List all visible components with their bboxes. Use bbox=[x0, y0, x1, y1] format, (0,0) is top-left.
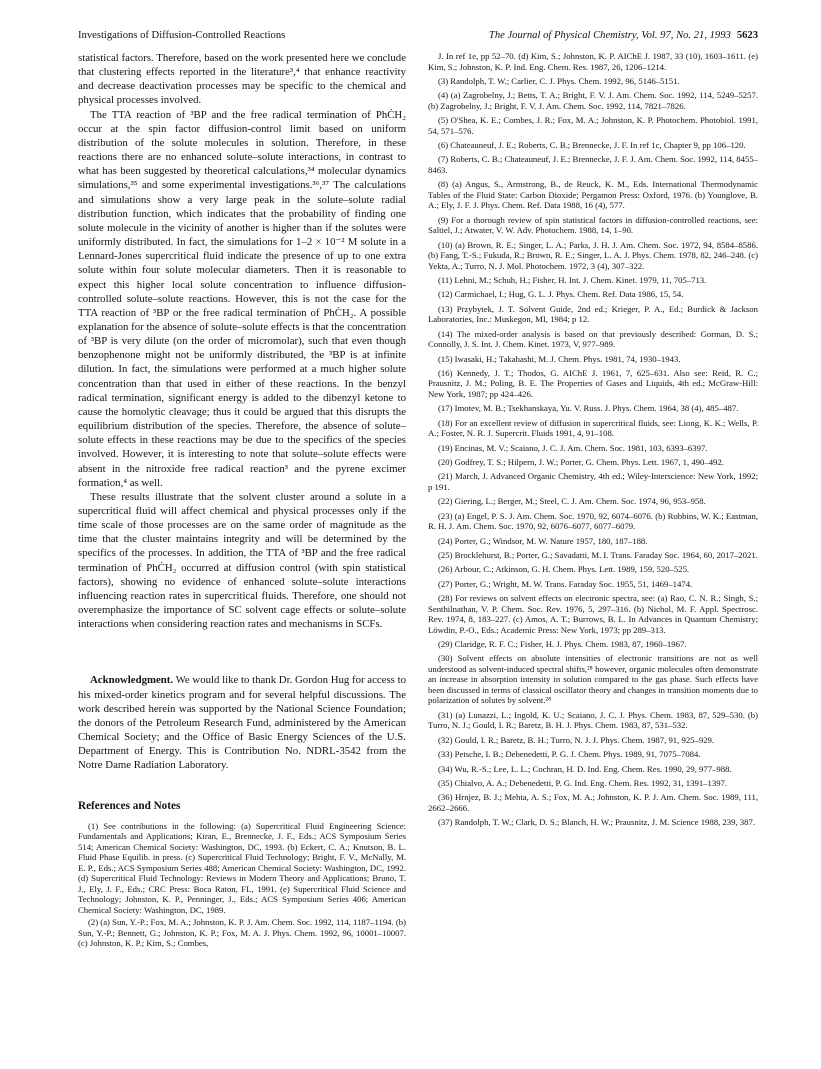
references-heading: References and Notes bbox=[78, 799, 181, 812]
reference-item: (26) Arbour, C.; Atkinson, G. H. Chem. Phys. Lett. 1989, 159, 520–525. bbox=[438, 564, 690, 575]
reference-item: (35) Chialvo, A. A.; Debenedetti, P. G. Ind. Eng. Chem. Res. 1992, 31, 1391–1397. bbox=[438, 777, 728, 788]
left-column bbox=[78, 51, 406, 951]
body-paragraph: statistical factors. Therefore, based on the work presented here we conclude that clustering effects reported in the literature³,⁴ that enhance reactivity and decrease deactivation processes may be specific to the chemical and physical processes involved. bbox=[78, 52, 406, 107]
reference-item: (23) (a) Engel, P. S. J. Am. Chem. Soc. 1970, 92, 6074–6076. (b) Robbins, W. K.; Eastman, R. H. J. Am. Chem. Soc. 1970, 92, 6076–6077, 6077–6079. bbox=[428, 510, 758, 532]
reference-item: (14) The mixed-order analysis is based on that previously described: Gorman, D. S.; Connolly, J. S. Int. J. Chem. Kinet. 1973, V, 977–989. bbox=[428, 328, 758, 350]
reference-item: (15) Iwasaki, H.; Takahashi, M. J. Chem. Phys. 1981, 74, 1930–1943. bbox=[438, 353, 681, 364]
reference-item: (29) Claridge, R. F. C.; Fisher, H. J. Phys. Chem. 1983, 87, 1960–1967. bbox=[438, 639, 687, 650]
reference-item: (31) (a) Lunazzi, L.; Ingold, K. U.; Scaiano, J. C. J. Phys. Chem. 1983, 87, 529–530. (b) Turro, N. J.; Gould, I. R.; Baretz, B. H. J. Phys. Chem. 1983, 87, 531–532. bbox=[428, 709, 758, 731]
reference-item: (8) (a) Angus, S., Armstrong, B., de Reuck, K. M., Eds. International Thermodynamic Tables of the Fluid State: Carbon Dioxide; Pergamon Press: Oxford, 1976. (b) Younglove, B. A.; Ely, J. F. J. Phys. Chem. Ref. Data 1988, 16 (4), 577. bbox=[428, 179, 758, 211]
reference-item: (30) Solvent effects on absolute intensities of electronic transitions are not as well understood as solvent-induced spectral shifts,²⁸ however, organic molecules often demonstrate an increase in absorption intensity in solution compared to the gas phase. Such effects have been discussed in terms of classical oscillator theory and changes in transition moments due to polarization of solutes by solvent.²⁸ bbox=[428, 653, 758, 706]
reference-item: (28) For reviews on solvent effects on electronic spectra, see: (a) Rao, C. N. R.; Singh, S.; Senthilnathan, V. P. Chem. Soc. Rev. 1976, 5, 297–316. (b) Nichol, M. F. Appl. Spectrosc. Rev. 1974, 8, 183–227. (c) Amos, A. T.; Burrows, B. L. In Advances in Quantum Chemistry; Löwdin, P.-O., Eds.; Academic Press: New York, 1973; pp 289–313. bbox=[428, 593, 758, 635]
reference-item: (11) Lehni, M.; Schuh, H.; Fisher, H. Int. J. Chem. Kinet. 1979, 11, 705–713. bbox=[438, 275, 707, 286]
reference-item: (3) Randolph, T. W.; Carlier, C. J. Phys. Chem. 1992, 96, 5146–5151. bbox=[438, 75, 680, 86]
reference-item: (27) Porter, G.; Wright, M. W. Trans. Faraday Soc. 1955, 51, 1469–1474. bbox=[438, 578, 693, 589]
body-paragraph: These results illustrate that the solvent cluster around a solute in a supercritical fluid will affect chemical and physical processes only if the time scale of those processes are on the same order of magnitude as the time that the cluster maintains integrity and will be determined by the specifics of the processes. In addition, the TTA of ³BP and the free radical termination of PhĊH₂ occurred at diffusion control (with spin statistical factors), showing no evidence of enhanced solute–solute interactions influencing reaction rates in supercritical fluids. Therefore, one should not overemphasize the importance of SC solvent cage effects or solute–solute interactions when considering reaction rates and mechanisms in SCFs. bbox=[78, 490, 406, 631]
reference-item: (33) Petsche, I. B.; Debenedetti, P. G. J. Chem. Phys. 1989, 91, 7075–7084. bbox=[438, 749, 701, 760]
reference-item: (21) March, J. Advanced Organic Chemistry, 4th ed.; Wiley-Interscience: New York, 1992; p 191. bbox=[428, 471, 758, 492]
reference-item: (2) (a) Sun, Y.-P.; Fox, M. A.; Johnston, K. P. J. Am. Chem. Soc. 1992, 114, 1187–1194. (b) Sun, Y.-P.; Bennett, G.; Johnston, K. P.; Fox, M. A. J. Phys. Chem. 1992, 96, 10001–10007. (c) Johnston, K. P.; Kim, S.; Combes, bbox=[78, 917, 406, 948]
journal-citation bbox=[489, 28, 758, 44]
reference-item: (19) Encinas, M. V.; Scaiano, J. C. J. Am. Chem. Soc. 1981, 103, 6393–6397. bbox=[438, 442, 708, 453]
reference-item: (32) Gould, I. R.; Baretz, B. H.; Turro, N. J. J. Phys. Chem. 1987, 91, 925–929. bbox=[438, 734, 715, 745]
reference-item: (5) O'Shea, K. E.; Combes, J. R.; Fox, M. A.; Johnston, K. P. Photochem. Photobiol. 1991, 54, 571–576. bbox=[428, 115, 758, 136]
reference-item: (4) (a) Zagrobelny, J.; Betts, T. A.; Bright, F. V. J. Am. Chem. Soc. 1992, 114, 5249–5257. (b) Zagrobelny, J.; Bright, F. V. J. Am. Chem. Soc. 1992, 114, 7821–7826. bbox=[428, 90, 758, 111]
reference-item: (10) (a) Brown, R. E.; Singer, L. A.; Parks, J. H. J. Am. Chem. Soc. 1972, 94, 8584–8586. (b) Fang, T.-S.; Fukuda, R.; Brown, R. E.; Singer, L. A. J. Phys. Chem. 1978, 82, 246–248. (c) Yekta, A.; Turro, N. J. Mol. Photochem. 1972, 3 (4), 307–322. bbox=[428, 239, 758, 271]
body-paragraph: The TTA reaction of ³BP and the free radical termination of PhĊH₂ occur at the spin factor diffusion-control limit based on uniform distribution of the solute molecules in solution. Therefore, in these reactions there are no enhanced solute–solute interactions, in contrast to what has been suggested by theoretical calculations,³⁴ molecular dynamics simulations,³⁵ and some experimental investigations.³⁶,³⁷ The calculations and simulations show a very large peak in the solute–solute radial distribution function, which indicates that the probability of finding one solute molecule in the vicinity of another is higher than if the solutes were uniformly distributed. In fact, the simulations for 1–2 × 10⁻² M solute in a Lennard-Jones supercritical fluid indicate the presence of up to one extra solute within four solute molecular diameters. Then it is reasonable to expect this higher local solute concentration to influence diffusion-controlled solute–solute reactions. However, this is not the case for the TTA reaction of ³BP or the free radical termination of PhĊH₂. A possible explanation for the absence of solute–solute effects is that the concentration of ³BP is very dilute (on the order of micromolar), such that even though benzophenone might not be uniformly distributed, the ³BP is at infinite dilution. In fact, the simulations were performed at a much higher solute concentration than that used in either of these reactions. In the benzyl radical termination, significant energy is added to the dibenzyl ketone to cause the homolytic cleavage; thus it could be argued that this disrupts the equilibrium distribution of the species. Therefore, the absence of solute–solute effects in these reactions may be due to the specifics of the species involved. However, it is interesting to note that solute–solute effects were absent in the nitroxide free radical reaction³ and the pyrene excimer formation,⁴ as well. bbox=[78, 108, 406, 489]
acknowledgment-text: We would like to thank Dr. Gordon Hug for access to his mixed-order kinetics program and for several helpful discussions. The work described herein was supported by the National Science Foundation; the donors of the Petroleum Research Fund, administered by the American Chemical Society; and the Office of Basic Energy Sciences of the U.S. Department of Energy. This is Contribution No. NDRL-3542 from the Notre Dame Radiation Laboratory. bbox=[78, 674, 406, 772]
reference-item: (18) For an excellent review of diffusion in supercritical fluids, see: Liong, K. K.; Wells, P. A.; Foster, N. R. J. Supercrit. Fluids 1991, 4, 91–108. bbox=[428, 417, 758, 439]
right-column bbox=[428, 51, 758, 832]
references-left bbox=[78, 821, 406, 949]
reference-item: (7) Roberts, C. B.; Chateauneuf, J. E.; Brennecke, J. F. J. Am. Chem. Soc. 1992, 114, 8455–8463. bbox=[428, 154, 758, 175]
reference-item: (12) Carmichael, I.; Hug, G. L. J. Phys. Chem. Ref. Data 1986, 15, 54. bbox=[438, 289, 684, 300]
reference-item: (9) For a thorough review of spin statistical factors in diffusion-controlled reactions, see: Saltiel, J.; Atwater, V. W. Adv. Photochem. 1988, 14, 1–90. bbox=[428, 214, 758, 236]
acknowledgment bbox=[78, 673, 406, 772]
reference-item: (6) Chateauneuf, J. E.; Roberts, C. B.; Brennecke, J. F. In ref 1c, Chapter 9, pp 106–120. bbox=[438, 140, 746, 151]
reference-item: (22) Giering, L.; Berger, M.; Steel, C. J. Am. Chem. Soc. 1974, 96, 953–958. bbox=[438, 496, 706, 507]
reference-item: (34) Wu, R.-S.; Lee, L. L.; Cochran, H. D. Ind. Eng. Chem. Res. 1990, 29, 977–988. bbox=[438, 763, 732, 774]
reference-item: (36) Hrnjez, B. J.; Mehta, A. S.; Fox, M. A.; Johnston, K. P. J. Am. Chem. Soc. 1989, 111, 2662–2666. bbox=[428, 792, 758, 813]
acknowledgment-heading: Acknowledgment. bbox=[90, 674, 174, 687]
running-head bbox=[78, 28, 758, 44]
reference-item: (37) Randolph, T. W.; Clark, D. S.; Blanch, H. W.; Prausnitz, J. M. Science 1988, 239, 387. bbox=[438, 817, 755, 828]
reference-item: (17) Imotev, M. B.; Tsekhanskaya, Yu. V. Russ. J. Phys. Chem. 1964, 38 (4), 485–487. bbox=[438, 403, 739, 414]
page-number: 5623 bbox=[736, 30, 758, 41]
journal-name: The Journal of Physical Chemistry, Vol. 97, No. 21, 1993 bbox=[488, 30, 731, 41]
reference-item: (24) Porter, G.; Windsor, M. W. Nature 1957, 180, 187–188. bbox=[438, 535, 648, 546]
reference-item: (13) Przybytek, J. T. Solvent Guide, 2nd ed.; Krieger, P. A., Ed.; Burdick & Jackson Laboratories, Inc.: Muskegon, MI, 1984; p 12. bbox=[428, 303, 758, 325]
reference-item: (1) See contributions in the following: (a) Supercritical Fluid Engineering Science: Fundamentals and Applications; Kiran, E., Brennecke, J. F., Eds.; ACS Symposium Series 514; American Chemical Society: Washington, DC, 1993. (b) Eckert, C. A.; Knutson, B. L. Fluid Phase Equilib. in press. (c) Supercritical Fluid Technology; Bright, F. V., McNally, M. E. P., Eds.; ACS Symposium Series 488; American Chemical Society: Washington, DC, 1992. (d) Supercritical Fluid Technology: Reviews in Modern Theory and Applications; Bruno, T. J., Ely, J. F., Eds.; CRC Press: Boca Raton, FL, 1991. (e) Supercritical Fluid Science and Technology; Johnston, K. P., Penninger, J., Eds.; ACS Symposium Series 406; American Chemical Society: Washington, DC, 1989. bbox=[78, 820, 406, 915]
reference-item: (25) Brocklehurst, B.; Porter, G.; Savadatti, M. I. Trans. Faraday Soc. 1964, 60, 2017–2021. bbox=[438, 549, 758, 560]
reference-item: (16) Kennedy, J. T.; Thodos, G. AIChE J. 1961, 7, 625–631. Also see: Reid, R. C.; Prausnitz, J. M.; Poling, B. E. The Properties of Gases and Liquids, 4th ed.; McGraw-Hill: New York, 1987; pp 424–426. bbox=[428, 367, 758, 399]
reference-item: (20) Godfrey, T. S.; Hilpern, J. W.; Porter, G. Chem. Phys. Lett. 1967, 1, 490–492. bbox=[438, 457, 724, 468]
article-short-title: Investigations of Diffusion-Controlled Reactions bbox=[78, 30, 286, 41]
reference-item: J. In ref 1e, pp 52–70. (d) Kim, S.; Johnston, K. P. AIChE J. 1987, 33 (10), 1603–1611. (e) Kim, S.; Johnston, K. P. Ind. Eng. Chem. Res. 1987, 26, 1206–1214. bbox=[428, 51, 758, 72]
